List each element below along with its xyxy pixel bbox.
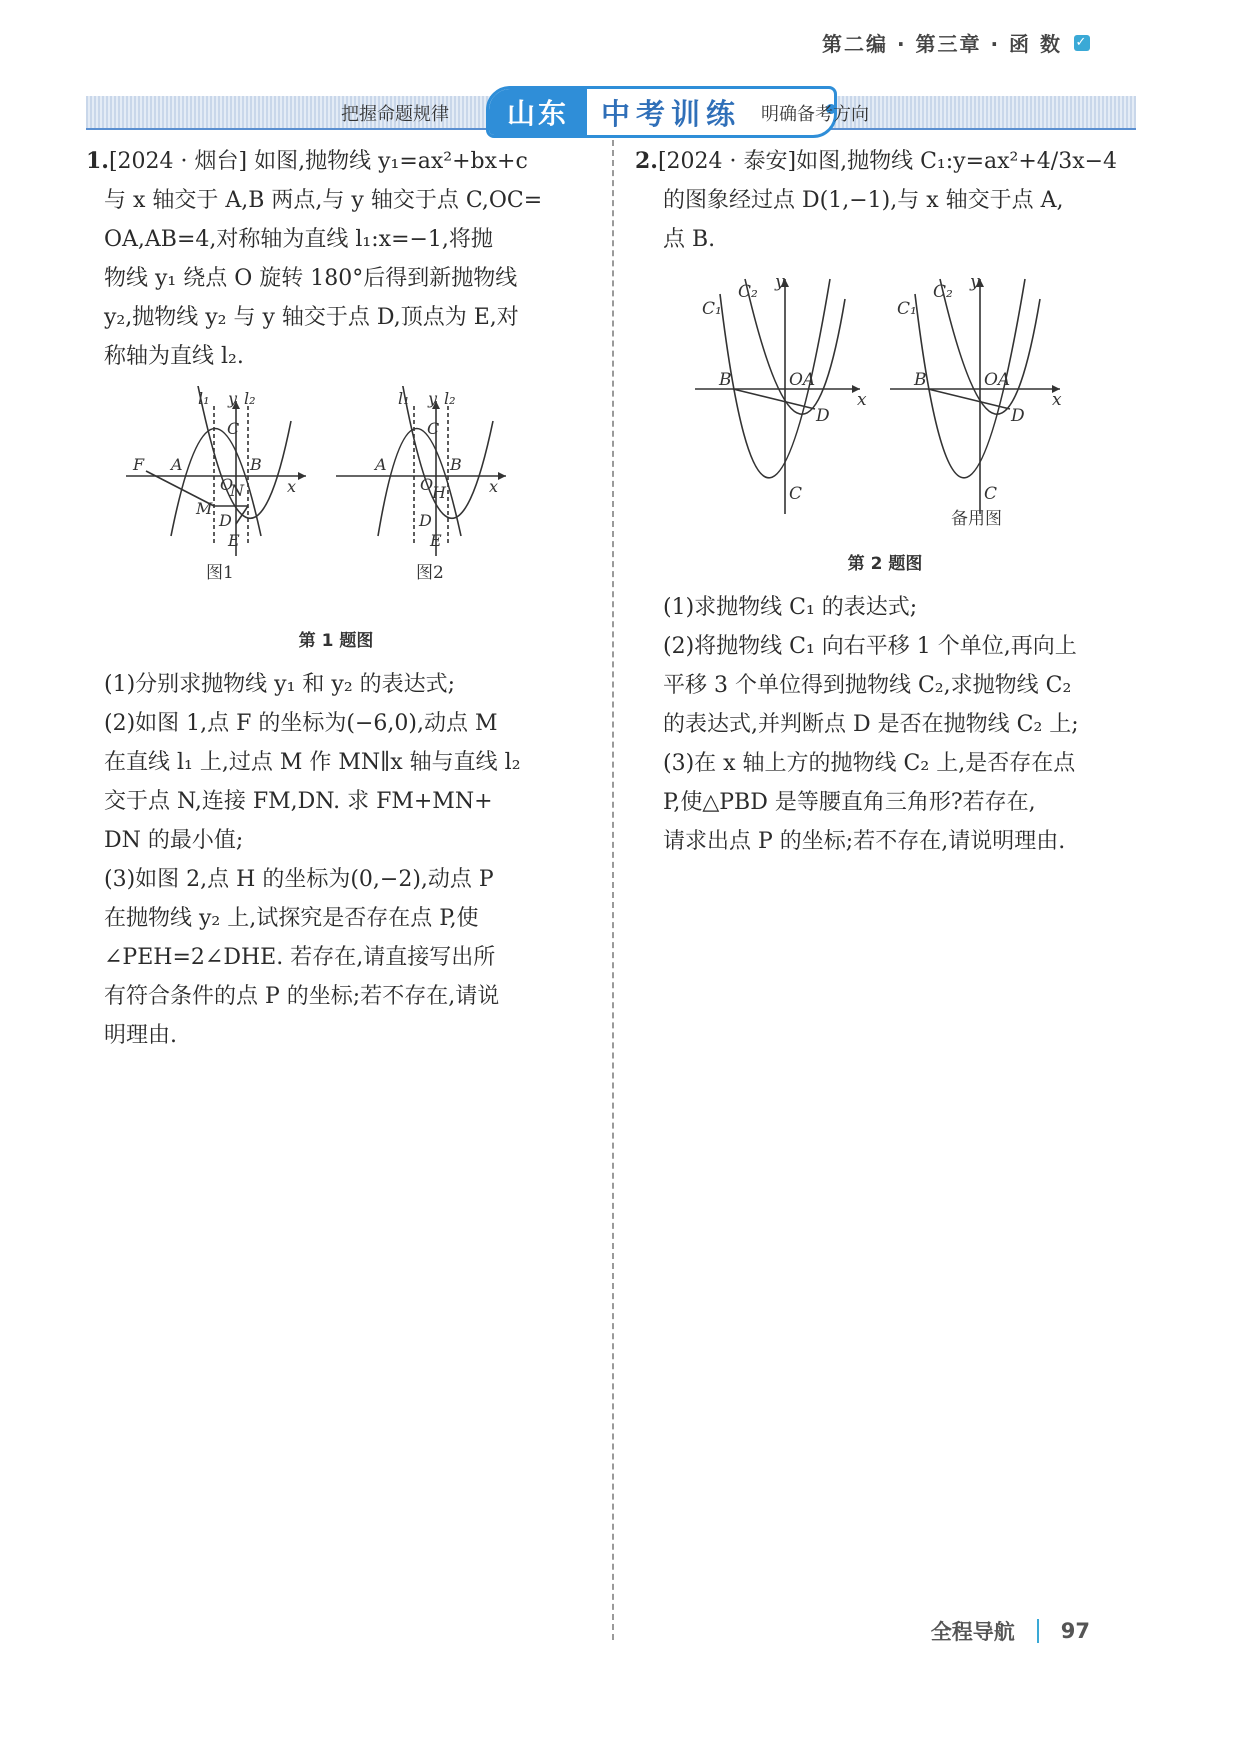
label-E: E xyxy=(430,531,442,550)
segment-bd xyxy=(733,389,815,409)
page-number: 97 xyxy=(1060,1619,1090,1643)
label-OA: OA xyxy=(789,370,816,390)
q1-part-line: 在直线 l₁ 上,过点 M 作 MN∥x 轴与直线 l₂ xyxy=(104,750,521,775)
q2-figures xyxy=(635,269,1135,539)
q1-figure-1 xyxy=(126,386,306,556)
q2-part-line: (1)求抛物线 C₁ 的表达式; xyxy=(663,595,918,620)
label-B: B xyxy=(914,370,927,390)
label-y: y xyxy=(228,389,238,408)
label-C: C xyxy=(227,419,240,438)
q1-part-line: 交于点 N,连接 FM,DN. 求 FM+MN+ xyxy=(104,789,493,814)
label-B: B xyxy=(719,370,732,390)
label-l1: l₁ xyxy=(198,389,210,408)
label-O: O xyxy=(220,475,234,494)
q2-number: 2. xyxy=(635,148,658,174)
parabola-c2 xyxy=(940,279,1040,414)
label-E: E xyxy=(228,531,240,550)
q1-part-line: ∠PEH=2∠DHE. 若存在,请直接写出所 xyxy=(104,945,496,970)
footer-divider xyxy=(1037,1619,1039,1643)
label-A: A xyxy=(375,455,387,474)
label-D: D xyxy=(1011,406,1025,426)
q1-part-line: (2)如图 1,点 F 的坐标为(−6,0),动点 M xyxy=(104,711,498,736)
label-C2: C₂ xyxy=(933,282,953,302)
q2-figure-svg xyxy=(635,269,1135,539)
label-H: H xyxy=(432,483,446,502)
banner-right-text: 明确备考方向 xyxy=(761,104,869,125)
banner xyxy=(86,96,1136,130)
banner-brand-title: 中考训练 xyxy=(601,96,742,131)
label-x: x xyxy=(857,390,867,410)
label-C: C xyxy=(789,484,803,504)
label-l2: l₂ xyxy=(244,389,256,408)
label-x: x xyxy=(1052,390,1062,410)
label-C: C xyxy=(984,484,998,504)
q1-figures xyxy=(86,386,586,616)
q1-part-line: 明理由. xyxy=(104,1023,177,1048)
label-B: B xyxy=(250,455,262,474)
segment-bd xyxy=(928,389,1010,409)
q2-part-line: 平移 3 个单位得到抛物线 C₂,求抛物线 C₂ xyxy=(663,673,1072,698)
q1-figure-2 xyxy=(336,386,506,556)
label-x: x xyxy=(489,477,499,496)
q1-line: 与 x 轴交于 A,B 两点,与 y 轴交于点 C,OC= xyxy=(104,188,543,213)
banner-brand-region: 山东 xyxy=(489,89,587,135)
q1-figure-svg xyxy=(86,386,586,616)
q1-part-line: (3)如图 2,点 H 的坐标为(0,−2),动点 P xyxy=(104,867,494,892)
question-2 xyxy=(635,142,1135,861)
section-title: 第二编 · 第三章 · 函 数 xyxy=(821,32,1062,56)
label-M: M xyxy=(196,499,213,518)
q2-line: 的图象经过点 D(1,−1),与 x 轴交于点 A, xyxy=(663,188,1064,213)
q1-line: y₂,抛物线 y₂ 与 y 轴交于点 D,顶点为 E,对 xyxy=(104,305,519,330)
label-O: O xyxy=(420,475,434,494)
label-C2: C₂ xyxy=(738,282,758,302)
q1-line: OA,AB=4,对称轴为直线 l₁:x=−1,将抛 xyxy=(104,227,493,252)
label-l1: l₁ xyxy=(398,389,410,408)
label-C: C xyxy=(427,419,440,438)
q2-part-line: 的表达式,并判断点 D 是否在抛物线 C₂ 上; xyxy=(663,712,1079,737)
label-A: A xyxy=(171,455,183,474)
book-title: 全程导航 xyxy=(930,1620,1015,1644)
segment-dn xyxy=(236,506,248,524)
q1-figure-caption: 第 1 题图 xyxy=(298,631,374,651)
fig1-label: 图1 xyxy=(206,563,234,583)
q2-part-line: (2)将抛物线 C₁ 向右平移 1 个单位,再向上 xyxy=(663,634,1077,659)
label-y: y xyxy=(970,272,980,292)
label-l2: l₂ xyxy=(444,389,456,408)
q1-line: 1.[2024 · 烟台] 如图,抛物线 y₁=ax²+bx+c xyxy=(86,148,528,174)
q1-part-line: 在抛物线 y₂ 上,试探究是否存在点 P,使 xyxy=(104,906,479,931)
question-1 xyxy=(86,142,586,1055)
q1-line: 称轴为直线 l₂. xyxy=(104,344,244,369)
label-F: F xyxy=(133,455,145,474)
q1-part-line: 有符合条件的点 P 的坐标;若不存在,请说 xyxy=(104,984,500,1009)
page-header xyxy=(822,28,1090,57)
q2-line: 2.[2024 · 泰安]如图,抛物线 C₁:y=ax²+4/3x−4 xyxy=(635,148,1118,174)
label-B: B xyxy=(450,455,462,474)
label-C1: C₁ xyxy=(897,299,917,319)
fig2-label: 图2 xyxy=(416,563,444,583)
column-divider xyxy=(612,140,614,1640)
label-D: D xyxy=(219,511,232,530)
q1-line: 物线 y₁ 绕点 O 旋转 180°后得到新抛物线 xyxy=(104,266,518,291)
label-C1: C₁ xyxy=(702,299,722,319)
check-icon: ✓ xyxy=(1075,34,1089,50)
banner-left-text: 把握命题规律 xyxy=(341,104,449,125)
q2-part-line: 请求出点 P 的坐标;若不存在,请说明理由. xyxy=(663,829,1066,854)
label-y: y xyxy=(775,272,785,292)
label-D: D xyxy=(816,406,830,426)
q2-line: 点 B. xyxy=(663,227,716,252)
label-y: y xyxy=(428,389,438,408)
q2-part-line: P,使△PBD 是等腰直角三角形?若存在, xyxy=(663,790,1036,815)
spare-figure-label: 备用图 xyxy=(951,509,1002,529)
label-D: D xyxy=(419,511,432,530)
parabola-c2 xyxy=(745,279,845,414)
q2-figure-caption: 第 2 题图 xyxy=(847,554,923,574)
label-N: N xyxy=(230,481,244,500)
q1-number: 1. xyxy=(86,148,109,174)
page-footer xyxy=(931,1616,1090,1646)
q1-part-line: (1)分别求抛物线 y₁ 和 y₂ 的表达式; xyxy=(104,672,456,697)
label-x: x xyxy=(287,477,297,496)
q2-part-line: (3)在 x 轴上方的抛物线 C₂ 上,是否存在点 xyxy=(663,751,1076,776)
q1-part-line: DN 的最小值; xyxy=(104,828,244,853)
label-OA: OA xyxy=(984,370,1011,390)
